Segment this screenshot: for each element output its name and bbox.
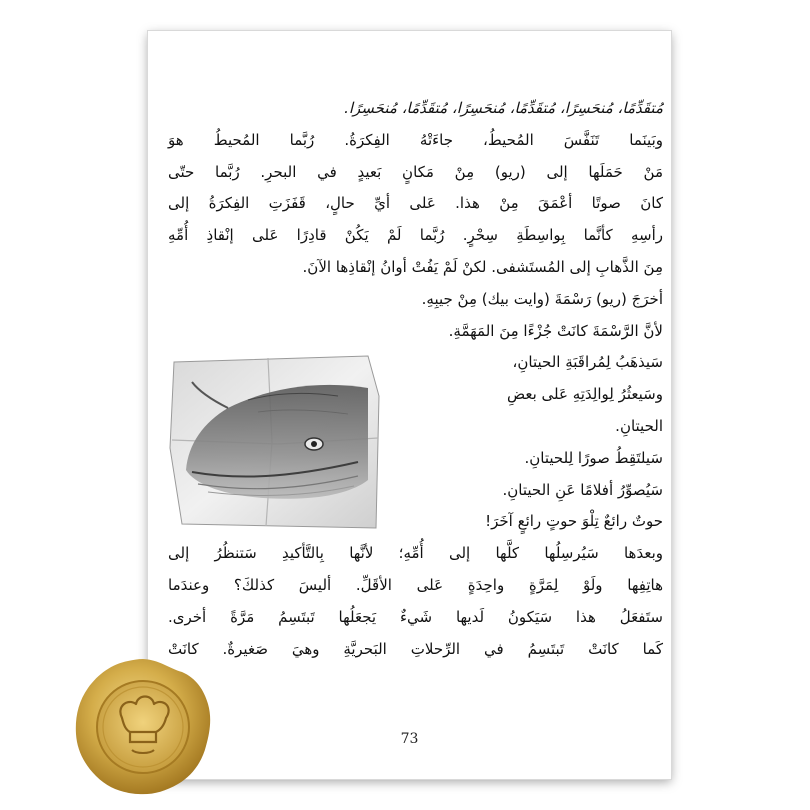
text-line: مَنْ حَمَلَها إلى (ريو) مِنْ مَكانٍ بَعيدٍ في البحرِ. رُبَّما حتّى (168, 162, 663, 181)
text-line: وبَينَما تَنَفَّسَ المُحيطُ، جاءَتْهُ الفِكرَةُ. رُبَّما المُحيطُ هوَ (168, 130, 663, 149)
text-line: لأنَّ الرَّسْمَةَ كانَتْ جُزْءًا مِنَ المَهَمَّةِ. (448, 321, 663, 340)
text-line: كانَ صوتًا أعْمَقَ مِنْ هذا. عَلى أيِّ حالٍ، قَفَزَتِ الفِكرَةُ إلى (168, 194, 663, 213)
text-line: سَيلتَقِطُ صورًا لِلحيتانِ. (524, 448, 663, 467)
whale-sketch-image (168, 352, 382, 532)
text-line: رأسِهِ كأنَّما بِواسِطَةِ سِحْرٍ. رُبَّما لَمْ يَكُنْ قادِرًا عَلى إنْقاذِ أُمِّهِ (168, 226, 663, 245)
page-number: 73 (400, 731, 419, 747)
gold-wax-seal (72, 656, 214, 798)
text-line: سَيُصوِّرُ أفلامًا عَنِ الحيتانِ. (502, 480, 663, 499)
text-line: كَما كانَتْ تَبتَسِمُ في الرِّحلاتِ البَحريَّةِ وهيَ صَغيرةٌ. كانَتْ (168, 639, 663, 658)
text-line: أخرَجَ (ريو) رَسْمَةَ (وايت بيك) مِنْ جيبِهِ. (421, 289, 663, 308)
text-line: حوتٌ رائعٌ تِلْوَ حوتٍ رائعٍ آخَرَ! (485, 512, 663, 531)
text-line: مِنَ الذَّهابِ إلى المُستَشفى. لكنْ لَمْ يَفُتْ أوانُ إنْقاذِها الآنَ. (302, 257, 663, 276)
text-line: ستَفعَلُ هذا سَيَكونُ لَديها شَيءٌ يَجعَلُها تَبتَسِمُ مَرَّةً أخرى. (168, 607, 663, 626)
text-line: مُتقَدِّمًا، مُنحَسِرًا، مُتقَدِّمًا، مُنحَسِرًا، مُتقَدِّمًا، مُنحَسِرًا. (344, 99, 663, 117)
text-line: الحيتانِ. (615, 416, 663, 435)
text-line: هاتِفِها ولَوْ لِمَرَّةٍ واحِدَةٍ عَلى الأقَلِّ. أليسَ كذلكَ؟ وعندَما (168, 575, 663, 594)
text-line: وبعدَها سَيُرسِلُها كلَّها إلى أُمِّهِ؛ لأنَّها بِالتَّأكيدِ سَتنظُرُ إلى (168, 544, 663, 563)
text-line: سَيذهَبُ لِمُراقَبَةِ الحيتانِ، (512, 353, 663, 372)
text-line: وسَيعثُرُ لِوالِدَتِهِ عَلى بعضِ (506, 385, 663, 404)
